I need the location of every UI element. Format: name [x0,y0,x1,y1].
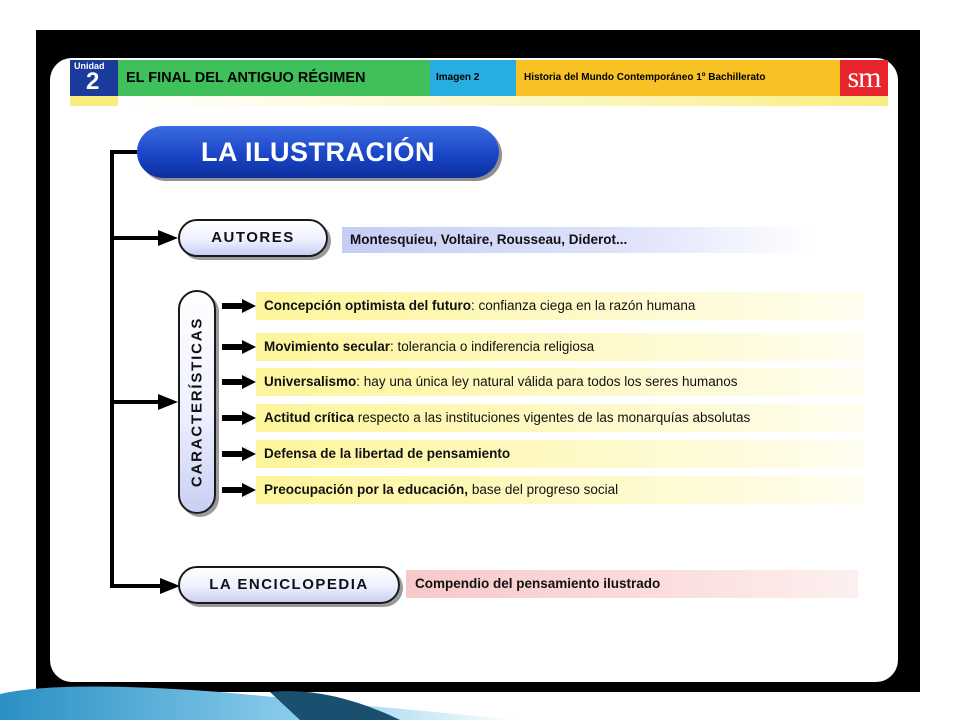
item-text: : tolerancia o indiferencia religiosa [390,339,595,354]
course-label: Historia del Mundo Contemporáneo 1º Bachillerato [516,60,840,96]
item-bold: Movimiento secular [264,339,391,354]
image-label: Imagen 2 [430,60,516,96]
item-bold: Universalismo [264,374,357,389]
caracteristica-item [256,368,864,396]
item-text: : confianza ciega en la razón humana [471,298,696,313]
decorative-swoosh [0,680,960,720]
main-title-pill: LA ILUSTRACIÓN [137,126,499,178]
caracteristica-item [256,333,864,361]
arrow-right-icon [222,340,256,354]
item-text: respecto a las instituciones vigentes de las monarquías absolutas [354,410,751,425]
caracteristica-item [256,292,864,320]
arrow-right-icon [222,483,256,497]
caracteristica-item [256,404,864,432]
unit-label: Unidad [74,61,105,71]
autores-description: Montesquieu, Voltaire, Rousseau, Diderot... [342,227,816,253]
arrow-autores-icon [158,230,178,246]
item-text: base del progreso social [468,482,619,497]
arrow-caracteristicas-icon [158,394,178,410]
main-trunk-line [112,152,165,586]
item-bold: Actitud crítica [264,410,355,425]
caracteristica-item [256,440,864,468]
item-bold: Concepción optimista del futuro [264,298,472,313]
arrow-right-icon [222,375,256,389]
arrow-right-icon [222,411,256,425]
unit-number: 2 [86,68,100,95]
caracteristicas-pill [178,290,216,514]
autores-pill: AUTORES [178,219,328,257]
item-text: : hay una única ley natural válida para todos los seres humanos [356,374,738,389]
item-bold: Preocupación por la educación, [264,482,469,497]
caracteristica-item [256,476,864,504]
sm-logo: sm [840,60,888,96]
enciclopedia-pill: LA ENCICLOPEDIA [178,566,400,604]
enciclopedia-description: Compendio del pensamiento ilustrado [406,570,858,598]
item-bold: Defensa de la libertad de pensamiento [264,446,511,461]
arrow-enciclopedia-icon [160,578,180,594]
unit-title: EL FINAL DEL ANTIGUO RÉGIMEN [118,60,430,96]
arrow-right-icon [222,447,256,461]
arrow-right-icon [222,299,256,313]
caracteristicas-label: CARACTERÍSTICAS [188,316,206,488]
